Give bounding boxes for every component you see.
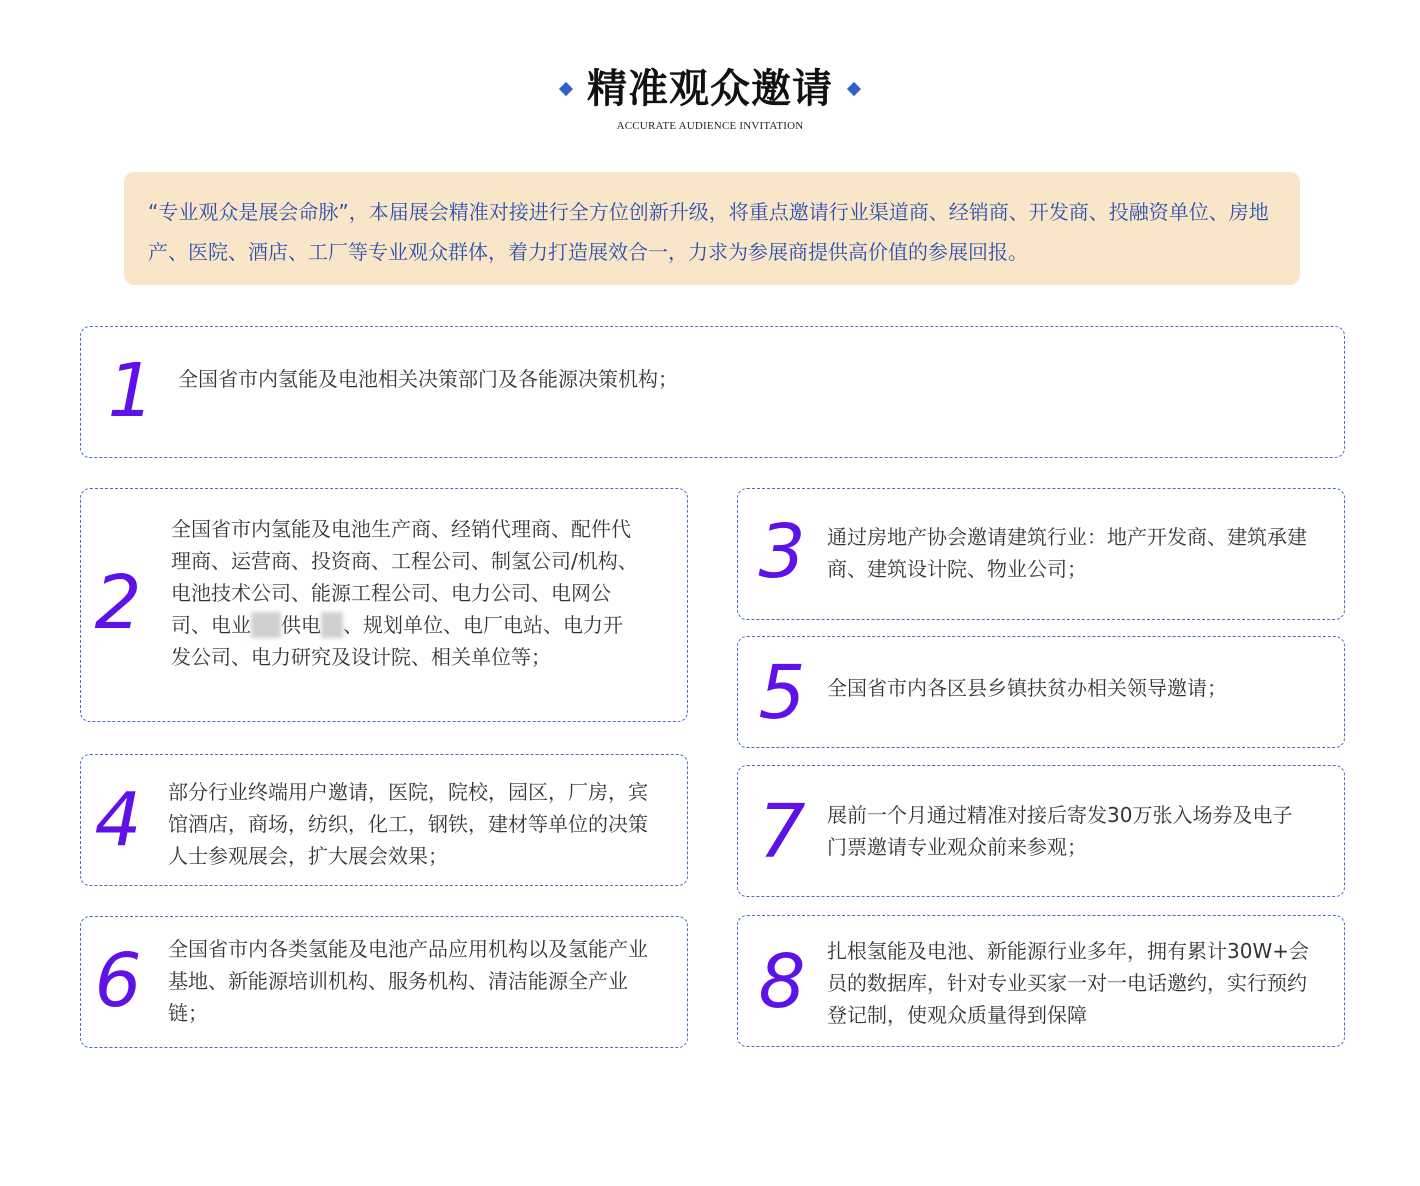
- page-title: 精准观众邀请: [587, 65, 833, 112]
- card-text-part-b: 供电: [281, 613, 321, 637]
- card-text: 通过房地产协会邀请建筑行业：地产开发商、建筑承建商、建筑设计院、物业公司；: [827, 525, 1307, 581]
- card-text: 部分行业终端用户邀请，医院，院校，园区，厂房，宾馆酒店，商场，纺织，化工，钢铁，建材等单位的决策人士参观展会，扩大展会效果；: [168, 780, 648, 868]
- redacted-mark: [251, 612, 281, 638]
- card-text: 全国省市内各区县乡镇扶贫办相关领导邀请；: [827, 676, 1227, 700]
- card-text: 全国省市内氢能及电池相关决策部门及各能源决策机构；: [178, 367, 678, 391]
- card-text: 扎根氢能及电池、新能源行业多年，拥有累计30W+会员的数据库，针对专业买家一对一电话邀约，实行预约登记制，使观众质量得到保障: [827, 939, 1309, 1027]
- card-text: [171, 513, 641, 673]
- card-number: 3: [758, 509, 806, 595]
- card-number: 2: [94, 560, 142, 646]
- invite-card-4: [80, 754, 688, 886]
- card-number: 4: [94, 777, 142, 863]
- card-number: 1: [107, 348, 155, 434]
- invite-card-2: [80, 488, 688, 722]
- intro-text: “专业观众是展会命脉”，本届展会精准对接进行全方位创新升级，将重点邀请行业渠道商、经销商、开发商、投融资单位、房地产、医院、酒店、工厂等专业观众群体，着力打造展效合一，力求为参展商提供高价值的参展回报。: [148, 200, 1269, 264]
- card-text: 展前一个月通过精准对接后寄发30万张入场券及电子门票邀请专业观众前来参观；: [827, 803, 1293, 859]
- card-text-part-c: 、规划单位、电厂电站、电力开发公司、电力研究及设计院、相关单位等；: [171, 613, 623, 669]
- diamond-left-icon: [559, 82, 573, 96]
- card-text: 全国省市内各类氢能及电池产品应用机构以及氢能产业基地、新能源培训机构、服务机构、清洁能源全产业链；: [168, 937, 648, 1025]
- diamond-right-icon: [847, 82, 861, 96]
- card-number: 6: [94, 938, 142, 1024]
- invite-card-1: [80, 326, 1345, 458]
- intro-box: [124, 172, 1300, 285]
- card-number: 8: [758, 939, 806, 1025]
- invite-card-8: [737, 915, 1345, 1047]
- card-number: 5: [758, 650, 806, 736]
- invite-card-7: [737, 765, 1345, 897]
- redacted-mark: [321, 612, 343, 638]
- invite-card-5: [737, 636, 1345, 748]
- card-text-part-a: 全国省市内氢能及电池生产商、经销代理商、配件代理商、运营商、投资商、工程公司、制氢公司/机构、电池技术公司、能源工程公司、电力公司、电网公司、电业: [171, 517, 638, 637]
- page-subtitle: ACCURATE AUDIENCE INVITATION: [616, 120, 804, 132]
- invite-card-3: [737, 488, 1345, 620]
- section-header: [0, 62, 1420, 116]
- invite-card-6: [80, 916, 688, 1048]
- card-number: 7: [758, 789, 806, 875]
